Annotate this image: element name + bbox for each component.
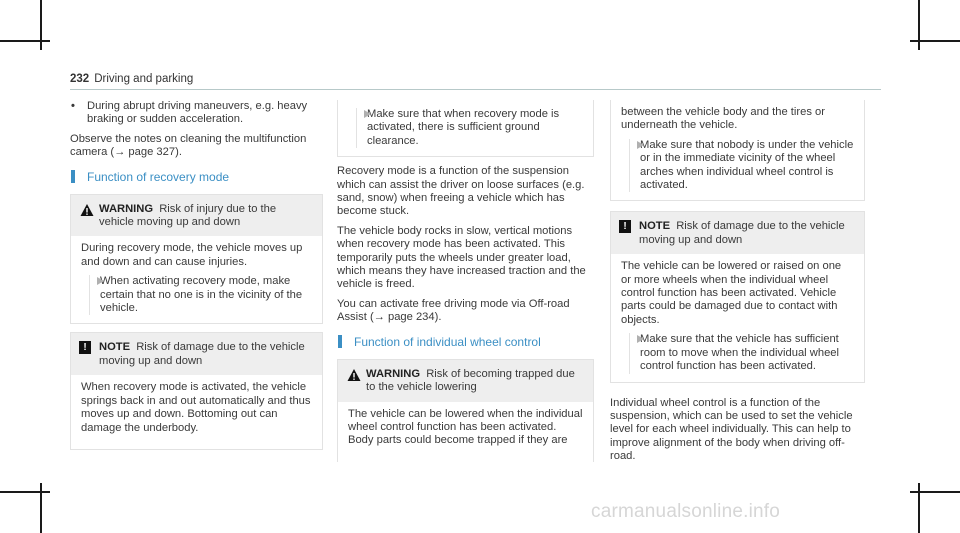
warning-body: [71, 236, 322, 323]
header-rule: [70, 89, 881, 90]
warning-box: [70, 194, 323, 325]
heading-text: Function of individual wheel control: [354, 334, 541, 349]
warning-header: [71, 195, 322, 237]
warning-title: Risk of injury due to the vehicle moving up and down: [99, 202, 277, 229]
warning-label: WARNING: [366, 367, 421, 380]
column-3: [610, 100, 865, 470]
step-arrow-icon: [97, 277, 104, 285]
note-title: Risk of damage due to the vehicle moving up and down: [99, 341, 305, 367]
note-label: NOTE: [639, 220, 671, 233]
note-title: Risk of damage due to the vehicle moving up and down: [639, 220, 845, 246]
step-text: Make sure that the vehicle has sufficient room to move when the individual wheel control function has been activated.: [640, 333, 839, 373]
crop-mark: [910, 40, 960, 42]
warning-text: The vehicle can be lowered when the individual wheel control function has been activated. Body parts could become trapped if they are: [348, 407, 583, 447]
list-item: [70, 100, 323, 127]
bullet-text: During abrupt driving maneuvers, e.g. heavy braking or sudden acceleration.: [87, 100, 308, 126]
step-arrow-icon: [637, 141, 644, 149]
note-exclamation-icon: !: [619, 220, 631, 233]
watermark: carmanualsonline.info: [591, 501, 781, 522]
note-label: NOTE: [99, 341, 131, 354]
section-title: Driving and parking: [94, 73, 194, 85]
warning-box: [337, 359, 594, 462]
note-body: [611, 254, 864, 381]
note-text: The vehicle can be lowered or raised on one or more wheels when the individual wheel control function has been activated. Vehicle parts could be damaged due to contact with objects.: [621, 260, 842, 326]
crop-mark: [0, 40, 50, 42]
section-heading: [337, 335, 594, 349]
step-arrow-icon: [364, 110, 371, 118]
heading-bar: [338, 335, 342, 348]
column-2: [337, 100, 594, 470]
step-item: [629, 333, 854, 373]
bullet-marker: •: [71, 100, 75, 112]
step-text: When activating recovery mode, make certain that no one is in the vicinity of the vehicle.: [100, 275, 303, 315]
column-1: [70, 100, 323, 458]
warning-header: [338, 360, 593, 402]
step-item: [89, 275, 312, 315]
note-box: [610, 211, 865, 382]
warning-continued-body: [338, 100, 593, 156]
paragraph: Individual wheel control is a function of the suspension, which can be used to set the vehicle level for each wheel individually. This can help to improve alignment of the body when driving off-road.: [610, 396, 853, 463]
crop-mark: [918, 0, 920, 50]
paragraph: Observe the notes on cleaning the multifunction camera (→ page 327).: [70, 132, 307, 159]
warning-label: WARNING: [99, 202, 154, 215]
step-item: [629, 139, 854, 193]
paragraph: The vehicle body rocks in slow, vertical motions when recovery mode has been activated. This temporarily puts the wheels under greater load, which means they have increased traction and the vehicle is freed.: [337, 224, 586, 291]
warning-text: During recovery mode, the vehicle moves up and down and can cause injuries.: [81, 242, 303, 268]
step-item: [356, 108, 583, 148]
paragraph: You can activate free driving mode via Off-road Assist (→ page 234).: [337, 297, 570, 324]
heading-bar: [71, 170, 75, 183]
note-header: [611, 212, 864, 254]
paragraph: Recovery mode is a function of the suspension which can assist the driver on loose surfaces (e.g. sand, snow) when freeing a vehicle which has become stuck.: [337, 165, 585, 218]
warning-triangle-icon: [347, 368, 361, 382]
crop-mark: [910, 491, 960, 493]
warning-text: between the vehicle body and the tires or underneath the vehicle.: [621, 106, 825, 132]
warning-continued-box: [610, 100, 865, 201]
note-body: [71, 375, 322, 449]
warning-title: Risk of becoming trapped due to the vehicle lowering: [366, 367, 575, 394]
note-exclamation-icon: !: [79, 341, 91, 354]
note-text: When recovery mode is activated, the vehicle springs back in and out automatically and thus moves up and down. Bottoming out can damage the underbody.: [81, 381, 311, 434]
warning-triangle-icon: [80, 203, 94, 217]
note-box: [70, 332, 323, 449]
warning-continued-body: [611, 100, 864, 200]
step-text: Make sure that nobody is under the vehicle or in the immediate vicinity of the wheel arches when individual wheel control is activated.: [640, 138, 854, 192]
crop-mark: [40, 0, 42, 50]
heading-text: Function of recovery mode: [87, 169, 230, 184]
crop-mark: [0, 491, 50, 493]
warning-body: [338, 402, 593, 462]
step-text: Make sure that when recovery mode is activated, there is sufficient ground clearance.: [367, 108, 560, 147]
page-number: 232: [70, 73, 90, 85]
section-heading: [70, 170, 323, 184]
page-header: [70, 73, 193, 86]
warning-continued-box: [337, 100, 594, 157]
note-header: [71, 333, 322, 375]
step-arrow-icon: [637, 335, 644, 343]
